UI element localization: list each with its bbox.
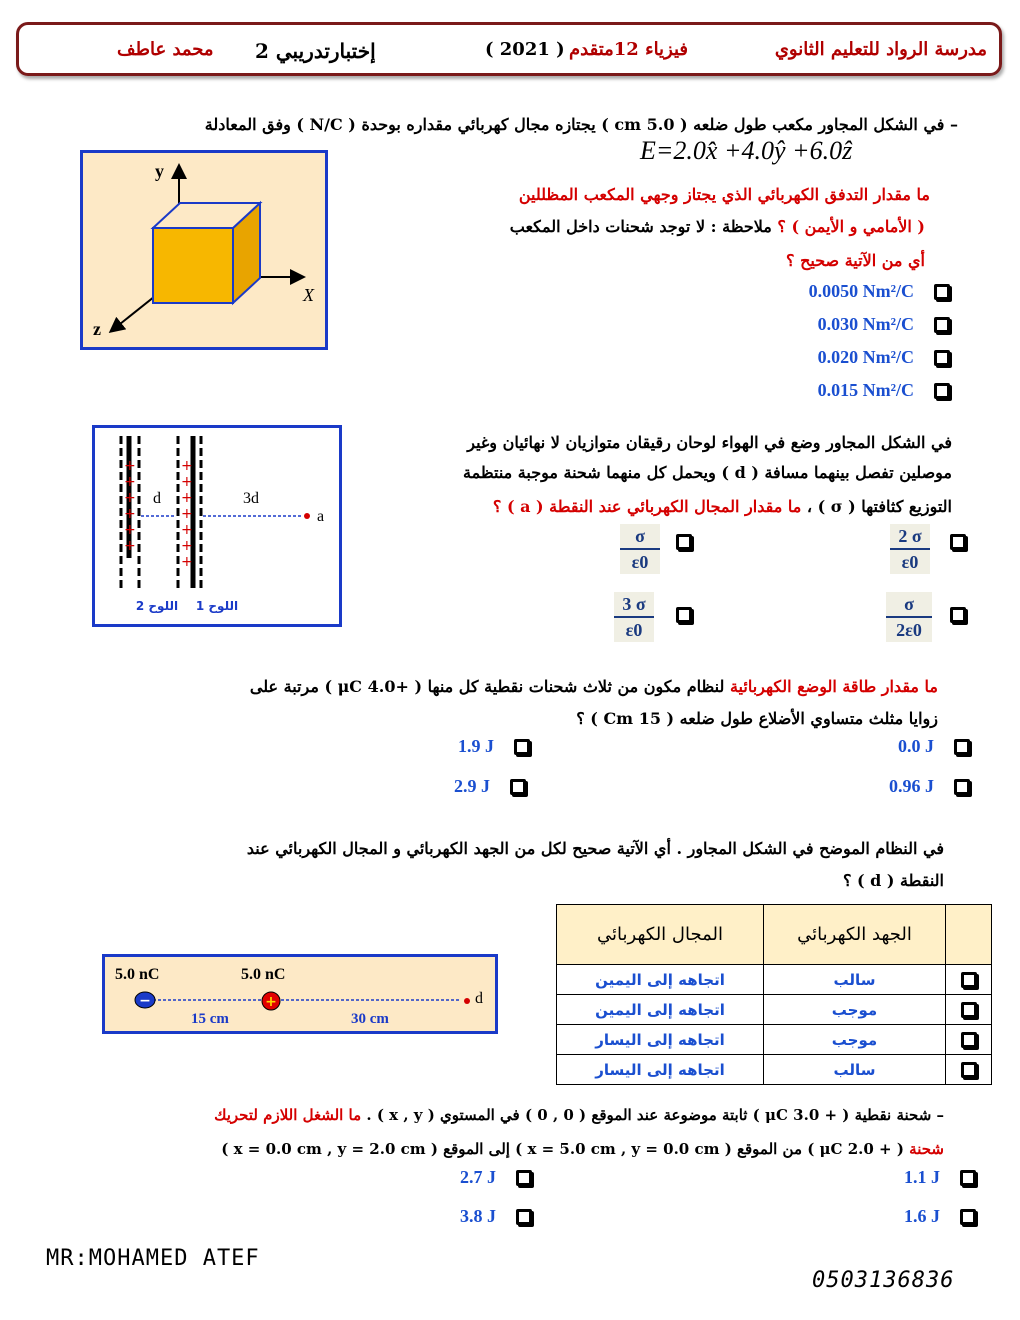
q4-option-3-checkbox[interactable] xyxy=(961,1032,977,1048)
q4-option-4-checkbox[interactable] xyxy=(961,1062,977,1078)
table-row: موجب اتجاهه إلى اليمين xyxy=(557,995,992,1025)
q4-option-1-checkbox[interactable] xyxy=(961,972,977,988)
q5-charge-word: شحنة xyxy=(909,1140,944,1158)
q2-option-2-checkbox[interactable] xyxy=(676,534,692,550)
q1-note: ملاحظة : لا توجد شحنات داخل المكعب xyxy=(509,217,772,236)
point-d-label: d xyxy=(475,990,483,1007)
q2-line2: موصلين تفصل بينهما مسافة ( d ) ويحمل كل منهما شحنة موجبة منتظمة xyxy=(463,463,952,482)
charge-2-label: 5.0 nC xyxy=(241,966,286,983)
svg-text:−: − xyxy=(139,993,151,1009)
q5-option-3: 1.6 J xyxy=(904,1206,940,1226)
q1-option-1-checkbox[interactable] xyxy=(934,284,950,300)
q1-option-3: 0.020 Nm²/C xyxy=(817,347,914,367)
gap-d-label: d xyxy=(153,490,161,507)
svg-text:+: + xyxy=(265,994,277,1010)
cube-figure xyxy=(80,150,328,350)
svg-text:+: + xyxy=(124,474,136,490)
y-label: y xyxy=(155,161,164,181)
q5-option-1-checkbox[interactable] xyxy=(960,1170,976,1186)
q5-question: ما الشغل اللازم لتحريك xyxy=(214,1106,362,1124)
q1-question: ما مقدار التدفق الكهربائي الذي يجتاز وجهي المكعب المظللين xyxy=(518,185,930,204)
q3-option-3: 0.96 J xyxy=(889,776,934,796)
q2-option-4-checkbox[interactable] xyxy=(676,607,692,623)
svg-text:+: + xyxy=(181,474,193,490)
svg-text:+: + xyxy=(124,490,136,506)
col-potential: الجهد الكهربائي xyxy=(764,905,946,965)
q1-prompt: أي من الآتية صحيح ؟ xyxy=(786,251,925,270)
q2-question: ما مقدار المجال الكهربائي عند النقطة ( a ) ؟ xyxy=(492,497,802,516)
q1-faces: ( الأمامي و الأيمن ) ؟ xyxy=(777,217,925,236)
q1-option-4: 0.015 Nm²/C xyxy=(817,380,914,400)
q4-line1: في النظام الموضح في الشكل المجاور . أي الآتية صحيح لكل من الجهد الكهربائي و المجال الكهربائي عند xyxy=(246,839,944,858)
charges-figure xyxy=(102,954,498,1034)
course-name: فيزياء 12متقدم xyxy=(569,39,689,60)
exam-year: ( 2021 ) xyxy=(485,39,565,60)
svg-text:+: + xyxy=(124,522,136,538)
plates-diagram xyxy=(95,428,339,624)
q5-option-2-checkbox[interactable] xyxy=(516,1170,532,1186)
q2-line1: في الشكل المجاور وضع في الهواء لوحان رقيقان متوازيان لا نهائيان وغير xyxy=(467,433,952,452)
cube-diagram xyxy=(83,153,325,347)
phone-number: 0503136836 xyxy=(812,1268,955,1293)
svg-text:+: + xyxy=(181,554,193,570)
table-row: سالب اتجاهه إلى اليمين xyxy=(557,965,992,995)
q1-option-4-checkbox[interactable] xyxy=(934,383,950,399)
q3-highlight: ما مقدار طاقة الوضع الكهربائية xyxy=(729,677,938,696)
svg-text:+: + xyxy=(124,458,136,474)
q1-equation: E=2.0x̂ +4.0ŷ +6.0ẑ xyxy=(640,136,853,165)
q3-line1 xyxy=(78,670,938,704)
q1-line1: – في الشكل المجاور مكعب طول ضلعه ( 5.0 cm ) يجتازه مجال كهربائي مقداره بوحدة ( N/C ) وفق المعادلة xyxy=(204,115,958,134)
svg-text:+: + xyxy=(181,458,193,474)
q3-option-4: 2.9 J xyxy=(454,776,490,796)
q5-option-4: 3.8 J xyxy=(460,1206,496,1226)
svg-text:+: + xyxy=(181,506,193,522)
q3-option-2: 1.9 J xyxy=(458,736,494,756)
svg-text:+: + xyxy=(181,538,193,554)
q3-line2: زوايا مثلث متساوي الأضلاع طول ضلعه ( 15 Cm ) ؟ xyxy=(576,709,938,728)
x-label: X xyxy=(303,285,314,305)
q1-line3 xyxy=(325,210,925,244)
z-label: z xyxy=(93,319,101,339)
q3-option-1-checkbox[interactable] xyxy=(954,739,970,755)
q1-option-3-checkbox[interactable] xyxy=(934,350,950,366)
q2-option-4: $\frac{3 \sigma}{\varepsilon 0}$ xyxy=(614,592,654,642)
q2-option-3-checkbox[interactable] xyxy=(950,607,966,623)
q2-option-1: $\frac{2 \sigma}{\varepsilon 0}$ xyxy=(890,524,930,574)
svg-text:+: + xyxy=(124,538,136,554)
plates-figure xyxy=(92,425,342,627)
q1-option-2: 0.030 Nm²/C xyxy=(817,314,914,334)
q4-option-2-checkbox[interactable] xyxy=(961,1002,977,1018)
svg-text:+: + xyxy=(124,506,136,522)
table-row: موجب اتجاهه إلى اليسار xyxy=(557,1025,992,1055)
cube-front-face xyxy=(153,228,233,303)
author-signature: MR:MOHAMED ATEF xyxy=(46,1246,260,1271)
col-field: المجال الكهربائي xyxy=(557,905,764,965)
dist-30-label: 30 cm xyxy=(351,1011,389,1027)
charges-diagram xyxy=(105,957,495,1031)
svg-text:+: + xyxy=(181,490,193,506)
dist-15-label: 15 cm xyxy=(191,1011,229,1027)
q5-line2 xyxy=(44,1132,944,1166)
plate-1-label: اللوح 1 xyxy=(195,599,239,613)
gap-3d-label: 3d xyxy=(243,490,259,507)
q4-line2: النقطة ( d ) ؟ xyxy=(842,871,944,890)
q5-option-1: 1.1 J xyxy=(904,1167,940,1187)
plate-2-label: اللوح 2 xyxy=(135,599,179,613)
q2-option-3: $\frac{\sigma}{2\varepsilon 0}$ xyxy=(886,592,932,642)
table-row: سالب اتجاهه إلى اليسار xyxy=(557,1055,992,1085)
q3-text: لنظام مكون من ثلاث شحنات نقطية كل منها ( +4.0 μC ) مرتبة على xyxy=(249,677,725,696)
exam-title: إختبارتدريبي 2 xyxy=(255,39,376,63)
q3-option-1: 0.0 J xyxy=(898,736,934,756)
q2-line3 xyxy=(342,490,952,524)
q5-option-3-checkbox[interactable] xyxy=(960,1209,976,1225)
q4-answer-table xyxy=(556,904,992,1085)
q2-option-1-checkbox[interactable] xyxy=(950,534,966,550)
charge-1-label: 5.0 nC xyxy=(115,966,160,983)
q5-positions: ( + 2.0 μC ) من الموقع ( x = 5.0 cm , y = 0.0 cm ) إلى الموقع ( x = 0.0 cm , y = 2.0 cm ) xyxy=(221,1140,904,1158)
svg-text:+: + xyxy=(181,522,193,538)
q3-option-2-checkbox[interactable] xyxy=(514,739,530,755)
page-header xyxy=(16,22,1002,76)
q2-option-2: $\frac{\sigma}{\varepsilon 0}$ xyxy=(620,524,660,574)
q2-density: التوزيع كثافتها ( σ ) ، xyxy=(806,497,952,516)
point-d xyxy=(464,998,470,1004)
q3-option-4-checkbox[interactable] xyxy=(510,779,526,795)
q5-option-4-checkbox[interactable] xyxy=(516,1209,532,1225)
q3-option-3-checkbox[interactable] xyxy=(954,779,970,795)
school-name: مدرسة الرواد للتعليم الثانوي xyxy=(774,39,987,60)
teacher-name: محمد عاطف xyxy=(117,39,214,60)
q1-option-1: 0.0050 Nm²/C xyxy=(808,281,914,301)
point-a xyxy=(304,513,310,519)
q1-option-2-checkbox[interactable] xyxy=(934,317,950,333)
q5-option-2: 2.7 J xyxy=(460,1167,496,1187)
q5-text: – شحنة نقطية ( + 3.0 μC ) ثابتة موضوعة عند الموقع ( 0 , 0 ) في المستوي ( x , y ) . xyxy=(366,1106,944,1124)
q5-line1 xyxy=(44,1098,944,1132)
point-a-label: a xyxy=(317,508,325,525)
